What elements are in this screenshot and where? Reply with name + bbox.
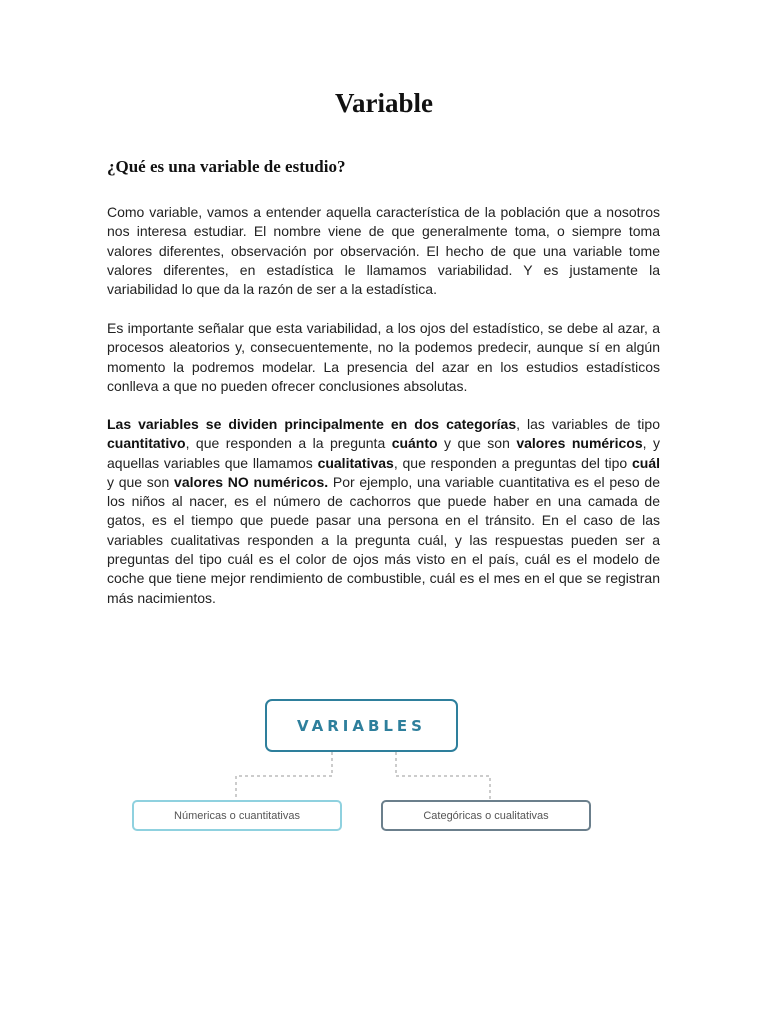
bold-phrase: cuantitativo	[107, 435, 186, 452]
paragraph-definition: Como variable, vamos a entender aquella característica de la población que a nosotros nos interesa estudiar. El nombre viene de que generalmente toma, o siempre toma valores diferentes, observación por observación. El hecho de que una variable tome valores diferentes, en estadística le llamamos variabilidad. Y es justamente la variabilidad lo que da la razón de ser a la estadística.	[107, 204, 660, 298]
paragraph-randomness: Es importante señalar que esta variabilidad, a los ojos del estadístico, se debe al azar, a procesos aleatorios y, consecuentemente, no la podemos predecir, aunque sí en algún momento la podremos modelar. La presencia del azar en los estudios estadísticos conlleva a que no pueden ofrecer conclusiones absolutas.	[107, 320, 660, 394]
bold-phrase: valores numéricos	[516, 435, 643, 452]
bold-phrase: valores NO numéricos.	[174, 473, 329, 490]
text-run: y que son	[107, 473, 175, 490]
connector-right	[396, 752, 490, 800]
bold-phrase: Las variables se dividen principalmente en dos categorías	[107, 416, 517, 432]
text-run: , que responden a la pregunta	[185, 435, 392, 452]
section-heading: ¿Qué es una variable de estudio?	[107, 157, 346, 176]
bold-phrase: cuál	[632, 454, 661, 471]
text-run: , y aquellas variables que llamamos	[107, 435, 660, 471]
text-run: y que son	[437, 435, 517, 452]
numeric-variables-box: Númericas o cuantitativas	[132, 800, 342, 831]
paragraph-categories	[107, 415, 660, 608]
text-run: , las variables de tipo	[516, 416, 660, 432]
bold-phrase: cualitativas	[317, 454, 394, 471]
bold-phrase: cuánto	[391, 435, 438, 452]
variables-root-box: VARIABLES	[265, 699, 458, 752]
page-title: Variable	[334, 88, 433, 118]
categorical-variables-box: Categóricas o cualitativas	[381, 800, 591, 831]
text-run: , que responden a preguntas del tipo	[393, 454, 632, 471]
text-run: Por ejemplo, una variable cuantitativa es el peso de los niños al nacer, es el número de cachorros que puede haber en una camada de gatos, es el tiempo que puede pasar una persona en el tránsito. En el caso de las variables cualitativas responden a la pregunta cuál, y las respuestas pueden ser a preguntas del tipo cuál es el color de ojos más visto en el país, cuál es el modelo de coche que tiene mejor rendimiento de combustible, cuál es el mes en el que se registran más nacimientos.	[107, 473, 660, 606]
connector-left	[236, 752, 332, 800]
